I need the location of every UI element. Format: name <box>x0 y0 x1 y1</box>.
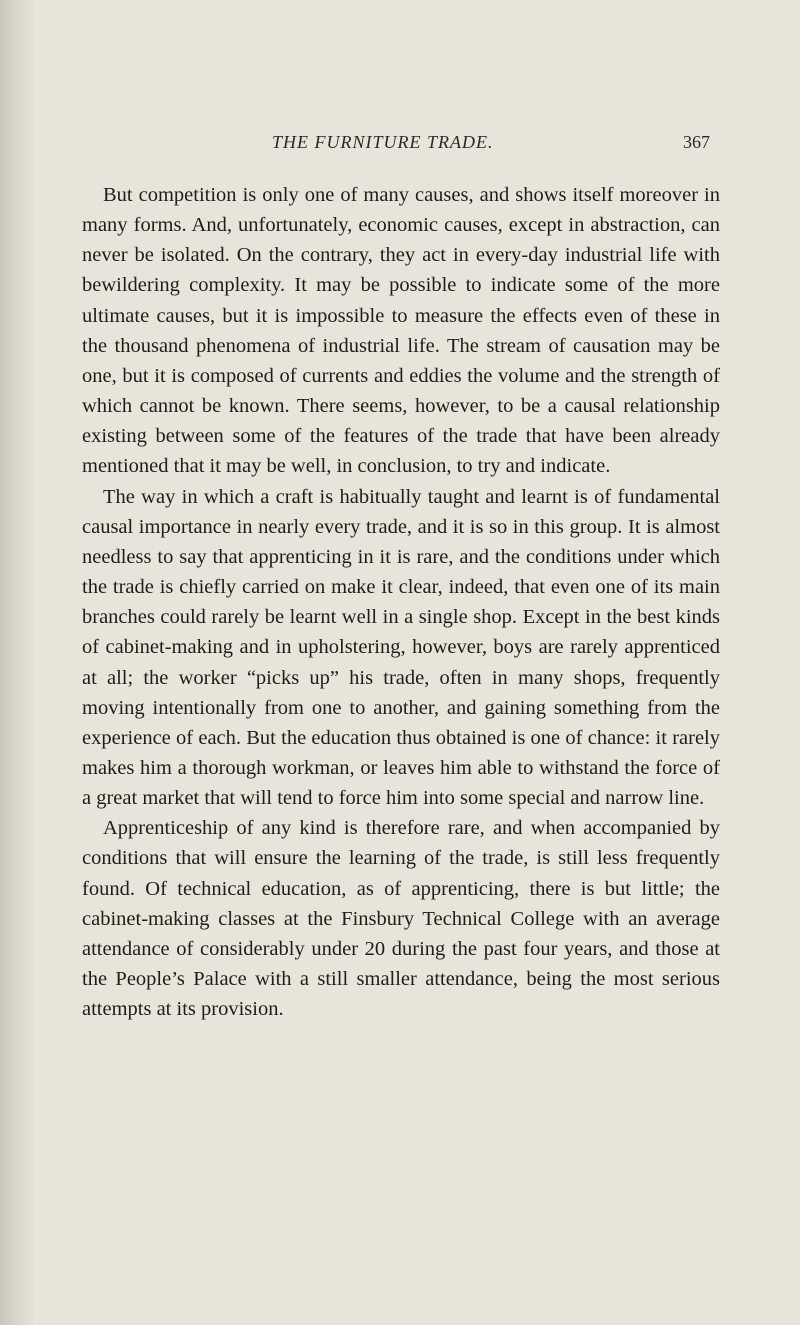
paragraph-3: Apprenticeship of any kind is therefore rare, and when accompanied by conditions that will ensure the learning of the trade, is still less frequently found. Of technical education, as of apprenticing, there is but little; the cabinet-making classes at the Finsbury Technical College with an average attendance of considerably under 20 during the past four years, and those at the People’s Palace with a still smaller attendance, being the most serious attempts at its provision. <box>82 817 720 1021</box>
paragraph-2: The way in which a craft is habitually taught and learnt is of fundamental causal importance in nearly every trade, and it is so in this group. It is almost needless to say that apprenticing in it is rare, and the conditions under which the trade is chiefly carried on make it clear, indeed, that even one of its main branches could rarely be learnt well in a single shop. Except in the best kinds of cabinet-making and in upholstering, however, boys are rarely apprenticed at all; the worker “picks up” his trade, often in many shops, frequently moving intentionally from one to another, and gaining something from the experience of each. But the education thus obtained is one of chance: it rarely makes him a thorough workman, or leaves him able to withstand the force of a great market that will tend to force him into some special and narrow line. <box>82 485 720 810</box>
page-edge-shadow <box>0 0 34 1325</box>
paragraph-1: But competition is only one of many causes, and shows itself moreover in many forms. And, unfortunately, economic causes, except in abstraction, can never be isolated. On the contrary, they act in every-day industrial life with bewildering complexity. It may be possible to indicate some of the more ultimate causes, but it is impossible to measure the effects even of these in the thousand phenomena of industrial life. The stream of causation may be one, but it is composed of currents and eddies the volume and the strength of which cannot be known. There seems, however, to be a causal relationship existing between some of the features of the trade that have been already mentioned that it may be well, in conclusion, to try and indicate. <box>82 184 720 478</box>
page-header <box>240 132 710 156</box>
page-number: 367 <box>683 132 710 152</box>
running-title: THE FURNITURE TRADE. <box>272 132 494 152</box>
body-text <box>82 180 720 1024</box>
